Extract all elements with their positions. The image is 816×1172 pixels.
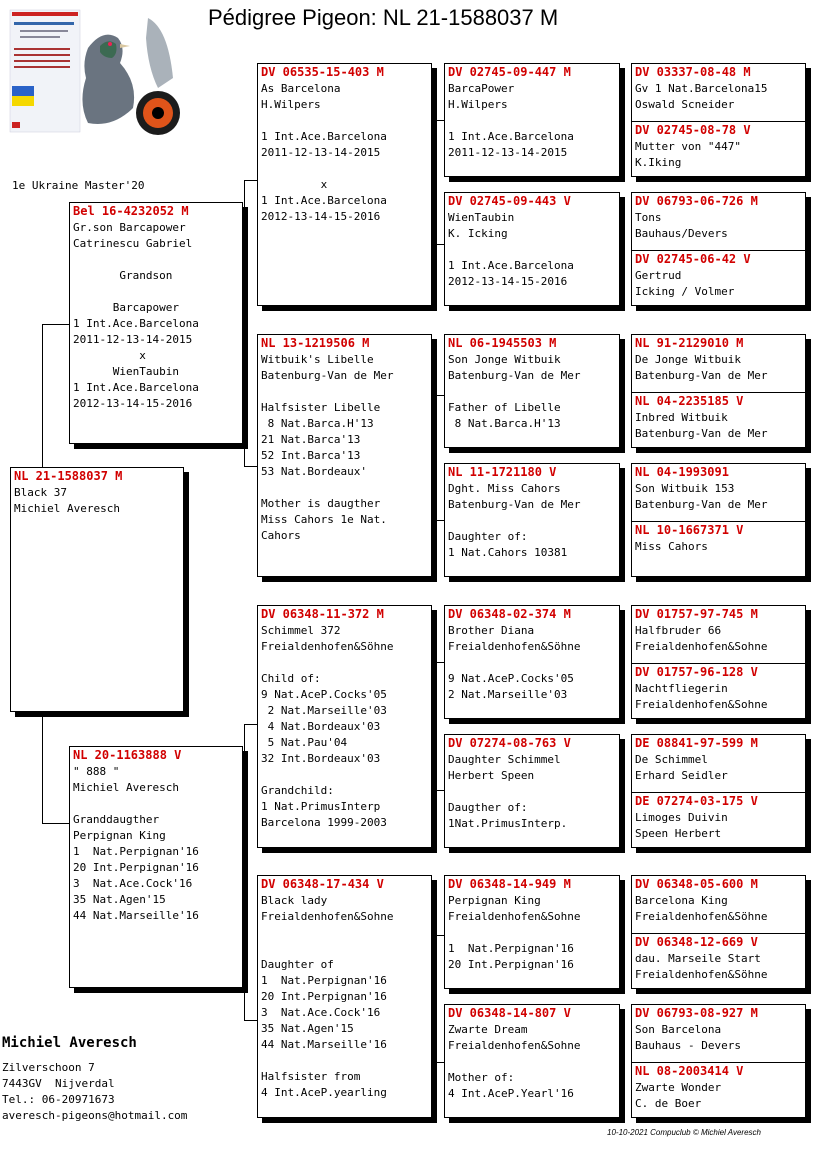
- ring-number: NL 06-1945503 M: [448, 336, 557, 350]
- gen4-pair-box: [631, 63, 806, 177]
- ring-number: DV 02745-09-443 V: [448, 194, 571, 208]
- connector-line: [42, 324, 43, 470]
- pigeon-logo-image: [8, 8, 180, 140]
- connector-line: [623, 494, 624, 552]
- ring-number: DV 06348-11-372 M: [261, 607, 384, 621]
- connector-line: [42, 713, 43, 823]
- connector-line: [42, 324, 70, 325]
- connector-line: [433, 935, 434, 1062]
- ring-number: DV 02745-09-447 M: [448, 65, 571, 79]
- ring-number: NL 20-1163888 V: [73, 748, 182, 762]
- pigeon-info: Halfbruder 66 Freialdenhofen&Sohne: [635, 624, 768, 653]
- pigeon-info: Zwarte Dream Freialdenhofen&Sohne Mother of: 4 Int.AceP.Yearl'16: [448, 1023, 581, 1100]
- ring-number: DV 02745-06-42 V: [635, 252, 751, 266]
- great-grandparent-box: [444, 1004, 620, 1118]
- connector-line: [623, 1034, 624, 1092]
- gen4-pair-box: [631, 605, 806, 719]
- connector-line: [433, 662, 434, 790]
- great-grandparent-box: [444, 63, 620, 177]
- ring-number: NL 10-1667371 V: [635, 523, 744, 537]
- pigeon-info: Son Jonge Witbuik Batenburg-Van de Mer Father of Libelle 8 Nat.Barca.H'13: [448, 353, 581, 430]
- footer-credit: 10-10-2021 Compuclub © Michiel Averesch: [607, 1128, 761, 1137]
- pigeon-info: Schimmel 372 Freialdenhofen&Söhne Child of: 9 Nat.AceP.Cocks'05 2 Nat.Marseille'03 4 Nat.Bordeaux'03 5 Nat.Pau'04 32 Int.Bordeaux'03 Grandchild: 1 Nat.PrimusInterp Barcelona 1999-2003: [261, 624, 394, 829]
- great-grandparent-box: [444, 334, 620, 448]
- pigeon-info: As Barcelona H.Wilpers 1 Int.Ace.Barcelona 2011-12-13-14-2015 x 1 Int.Ace.Barcelona 2012-13-14-15-2016: [261, 82, 387, 223]
- connector-line: [42, 823, 70, 824]
- owner-email: averesch-pigeons@hotmail.com: [2, 1109, 188, 1122]
- pigeon-info: BarcaPower H.Wilpers 1 Int.Ace.Barcelona 2011-12-13-14-2015: [448, 82, 574, 159]
- connector-line: [244, 1020, 258, 1021]
- pigeon-info: dau. Marseile Start Freialdenhofen&Söhne: [635, 952, 768, 981]
- connector-line: [433, 395, 434, 520]
- pigeon-info: Nachtfliegerin Freialdenhofen&Sohne: [635, 682, 768, 711]
- ring-number: NL 91-2129010 M: [635, 336, 744, 350]
- page-title: Pédigree Pigeon: NL 21-1588037 M: [208, 5, 559, 30]
- pigeon-info: Mutter von "447" K.Iking: [635, 140, 741, 169]
- pigeon-info: Miss Cahors: [635, 540, 708, 553]
- great-grandparent-box: [444, 734, 620, 848]
- great-grandparent-box: [444, 192, 620, 306]
- ring-number: DE 08841-97-599 M: [635, 736, 758, 750]
- gen4-pair-box: [631, 875, 806, 989]
- owner-street: Zilverschoon 7: [2, 1061, 95, 1074]
- pigeon-info: Son Barcelona Bauhaus - Devers: [635, 1023, 741, 1052]
- ring-number: NL 08-2003414 V: [635, 1064, 744, 1078]
- connector-line: [244, 180, 245, 466]
- ring-number: DV 06793-08-927 M: [635, 1006, 758, 1020]
- pigeon-info: Black lady Freialdenhofen&Sohne Daughter of 1 Nat.Perpignan'16 20 Int.Perpignan'16 3 Nat.Ace.Cock'16 35 Nat.Agen'15 44 Nat.Marseille'16 Halfsister from 4 Int.AceP.yearling: [261, 894, 394, 1099]
- ring-number: DV 06348-05-600 M: [635, 877, 758, 891]
- ring-number: DV 06348-02-374 M: [448, 607, 571, 621]
- connector-line: [623, 93, 624, 151]
- dam-box: [69, 746, 243, 988]
- pigeon-info: " 888 " Michiel Averesch Granddaugther Perpignan King 1 Nat.Perpignan'16 20 Int.Perpignan'16 3 Nat.Ace.Cock'16 35 Nat.Agen'15 44 Nat.Marseille'16: [73, 765, 199, 922]
- pigeon-info: Dght. Miss Cahors Batenburg-Van de Mer Daughter of: 1 Nat.Cahors 10381: [448, 482, 581, 559]
- pigeon-info: Black 37 Michiel Averesch: [14, 486, 120, 515]
- pigeon-info: Son Witbuik 153 Batenburg-Van de Mer: [635, 482, 768, 511]
- sire-box: [69, 202, 243, 444]
- owner-city: 7443GV Nijverdal: [2, 1077, 115, 1090]
- ring-number: DE 07274-03-175 V: [635, 794, 758, 808]
- connector-line: [623, 222, 624, 280]
- ring-number: NL 11-1721180 V: [448, 465, 557, 479]
- ring-number: DV 02745-08-78 V: [635, 123, 751, 137]
- ring-number: DV 06793-06-726 M: [635, 194, 758, 208]
- pigeon-info: Daughter Schimmel Herbert Speen Daugther of: 1Nat.PrimusInterp.: [448, 753, 568, 830]
- grandparent-box: [257, 334, 432, 577]
- great-grandparent-box: [444, 605, 620, 719]
- gen4-pair-box: [631, 1004, 806, 1118]
- connector-line: [623, 635, 624, 693]
- gen4-pair-box: [631, 734, 806, 848]
- pigeon-info: Perpignan King Freialdenhofen&Sohne 1 Nat.Perpignan'16 20 Int.Perpignan'16: [448, 894, 581, 971]
- ring-number: DV 06348-14-949 M: [448, 877, 571, 891]
- connector-line: [244, 724, 258, 725]
- owner-address: [2, 1060, 187, 1124]
- pigeon-info: Inbred Witbuik Batenburg-Van de Mer: [635, 411, 768, 440]
- pigeon-info: De Schimmel Erhard Seidler: [635, 753, 728, 782]
- ring-number: NL 04-1993091: [635, 465, 729, 479]
- pigeon-info: Gr.son Barcapower Catrinescu Gabriel Grandson Barcapower 1 Int.Ace.Barcelona 2011-12-13-14-2015 x WienTaubin 1 Int.Ace.Barcelona 2012-13-14-15-2016: [73, 221, 199, 410]
- pigeon-info: Gertrud Icking / Volmer: [635, 269, 735, 298]
- pigeon-info: WienTaubin K. Icking 1 Int.Ace.Barcelona 2012-13-14-15-2016: [448, 211, 574, 288]
- grandparent-box: [257, 63, 432, 306]
- pigeon-info: Limoges Duivin Speen Herbert: [635, 811, 728, 840]
- pigeon-info: Barcelona King Freialdenhofen&Söhne: [635, 894, 768, 923]
- gen4-pair-box: [631, 334, 806, 448]
- pigeon-info: De Jonge Witbuik Batenburg-Van de Mer: [635, 353, 768, 382]
- subtitle: 1e Ukraine Master'20: [12, 179, 145, 192]
- connector-line: [244, 180, 258, 181]
- subject-box: [10, 467, 184, 712]
- pigeon-info: Zwarte Wonder C. de Boer: [635, 1081, 722, 1110]
- great-grandparent-box: [444, 463, 620, 577]
- connector-line: [623, 765, 624, 823]
- ring-number: NL 13-1219506 M: [261, 336, 370, 350]
- connector-line: [623, 905, 624, 963]
- grandparent-box: [257, 875, 432, 1118]
- connector-line: [244, 466, 258, 467]
- owner-name: Michiel Averesch: [2, 1035, 137, 1051]
- ring-number: Bel 16-4232052 M: [73, 204, 189, 218]
- connector-line: [623, 365, 624, 423]
- ring-number: DV 03337-08-48 M: [635, 65, 751, 79]
- great-grandparent-box: [444, 875, 620, 989]
- ring-number: DV 06348-17-434 V: [261, 877, 384, 891]
- gen4-pair-box: [631, 192, 806, 306]
- grandparent-box: [257, 605, 432, 848]
- ring-number: NL 21-1588037 M: [14, 469, 123, 483]
- ring-number: DV 06535-15-403 M: [261, 65, 384, 79]
- ring-number: DV 07274-08-763 V: [448, 736, 571, 750]
- connector-line: [433, 120, 434, 244]
- owner-phone: Tel.: 06-20971673: [2, 1093, 115, 1106]
- ring-number: DV 06348-12-669 V: [635, 935, 758, 949]
- pigeon-info: Tons Bauhaus/Devers: [635, 211, 728, 240]
- pigeon-info: Brother Diana Freialdenhofen&Söhne 9 Nat.AceP.Cocks'05 2 Nat.Marseille'03: [448, 624, 581, 701]
- gen4-pair-box: [631, 463, 806, 577]
- pigeon-info: Gv 1 Nat.Barcelona15 Oswald Scneider: [635, 82, 768, 111]
- ring-number: DV 01757-97-745 M: [635, 607, 758, 621]
- ring-number: NL 04-2235185 V: [635, 394, 744, 408]
- ring-number: DV 01757-96-128 V: [635, 665, 758, 679]
- pigeon-info: Witbuik's Libelle Batenburg-Van de Mer Halfsister Libelle 8 Nat.Barca.H'13 21 Nat.Barca'13 52 Int.Barca'13 53 Nat.Bordeaux' Mother is daugther Miss Cahors 1e Nat. Cahors: [261, 353, 394, 542]
- ring-number: DV 06348-14-807 V: [448, 1006, 571, 1020]
- connector-line: [244, 724, 245, 1020]
